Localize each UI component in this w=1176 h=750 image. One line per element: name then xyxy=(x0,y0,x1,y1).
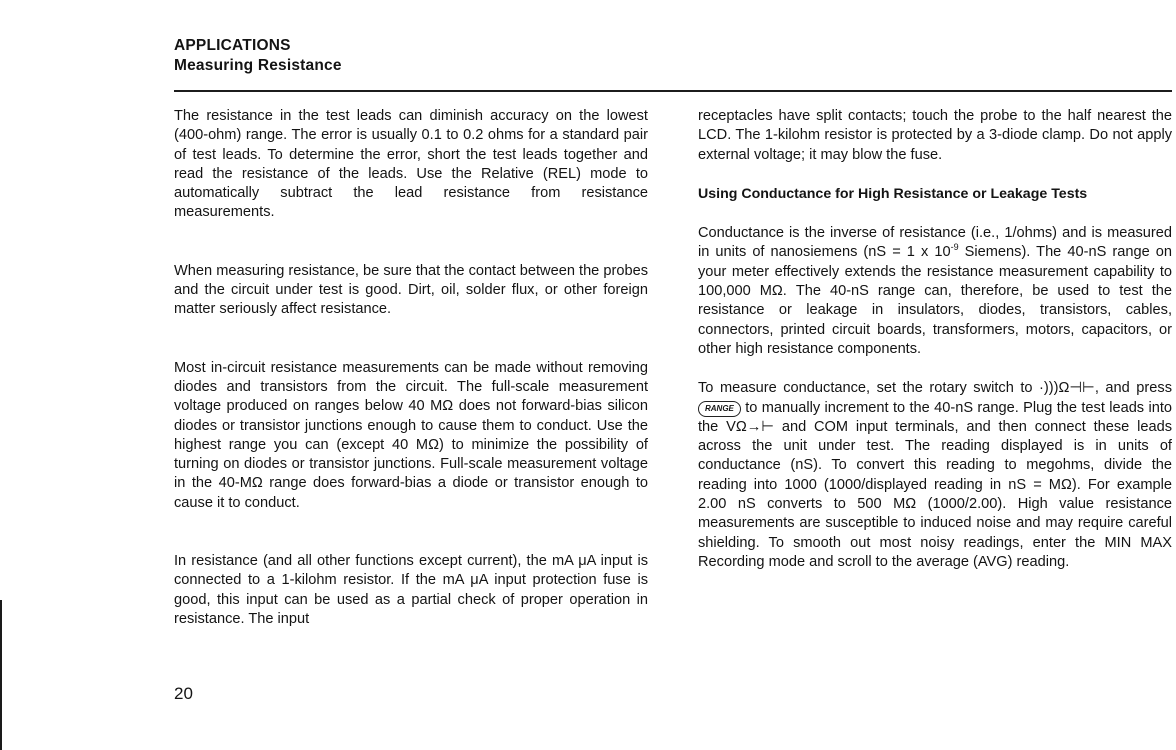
left-paragraph-3: Most in-circuit resistance measurements can be made without removing diodes and transistors from the circuit. The full-scale measurement voltage produced on ranges below 40 MΩ does not forward-bias silicon diodes or transistor junctions enough to cause them to conduct. Use the highest range you can (except 40 MΩ) to minimize the possibility of turning on diodes or transistor junctions. Full-scale measurement voltage in the 40-MΩ range does forward-bias a diode or transistor enough to cause it to conduct. xyxy=(174,359,648,511)
conductance-text-b: Siemens). The 40-nS range on your meter effectively extends the resistance measurement capability to 100,000 MΩ. The 40-nS range can, therefore, be used to test the resistance or leakage in insulators, diodes, transistors, cables, connectors, printed circuit boards, transformers, motors, capacitors, or other high resistance components. xyxy=(698,244,1172,357)
conductance-subheading: Using Conductance for High Resistance or Leakage Tests xyxy=(698,185,1088,202)
left-paragraph-1: The resistance in the test leads can diminish accuracy on the lowest (400-ohm) range. The error is usually 0.1 to 0.2 ohms for a standard pair of test leads. To determine the error, short the test leads together and read the resistance of the leads. Use the Relative (REL) mode to automatically subtract the lead resistance from resistance measurements. xyxy=(174,108,648,221)
section-title: APPLICATIONS xyxy=(174,37,291,54)
left-paragraph-4: In resistance (and all other functions except current), the mA μA input is connected to a 1-kilohm resistor. If the mA μA input protection fuse is good, this input can be used as a partial check of proper operation in resistance. The input xyxy=(174,553,648,627)
range-key-icon: RANGE xyxy=(698,401,741,417)
scan-edge-mark xyxy=(0,600,2,750)
right-paragraph-2 xyxy=(698,224,1172,359)
exponent: -9 xyxy=(950,242,959,253)
left-paragraph-2: When measuring resistance, be sure that the contact between the probes and the circuit under test is good. Dirt, oil, solder flux, or other foreign matter seriously affect resistance. xyxy=(174,262,648,318)
header-rule xyxy=(174,90,1172,92)
left-column xyxy=(174,107,648,629)
right-paragraph-3 xyxy=(698,379,1172,572)
measure-text-a: To measure conductance, set the rotary switch to ·)))Ω⊣⊢, and press xyxy=(698,380,1172,397)
measure-text-b: to manually increment to the 40-nS range. Plug the test leads into the VΩ→⊢ and COM input terminals, and then connect these leads across the unit under test. The reading displayed is in units of conductance (nS). To convert this reading to megohms, divide the reading into 1000 (1000/displayed reading in nS = MΩ). For example 2.00 nS converts to 500 MΩ (1000/2.00). High value resistance measurements are susceptible to induced noise and may require careful shielding. To smooth out most noisy readings, enter the MIN MAX Recording mode and scroll to the average (AVG) reading. xyxy=(698,399,1172,570)
page-number: 20 xyxy=(174,684,193,703)
page-header xyxy=(174,36,342,76)
subsection-title: Measuring Resistance xyxy=(174,57,342,74)
conductance-text-a: Conductance is the inverse of resistance (i.e., 1/ohms) and is measured in units of nanosiemens (nS = 1 x 10 xyxy=(698,225,1172,261)
right-column xyxy=(698,107,1172,572)
right-paragraph-1: receptacles have split contacts; touch the probe to the half nearest the LCD. The 1-kilohm resistor is protected by a 3-diode clamp. Do not apply external voltage; it may blow the fuse. xyxy=(698,108,1172,163)
